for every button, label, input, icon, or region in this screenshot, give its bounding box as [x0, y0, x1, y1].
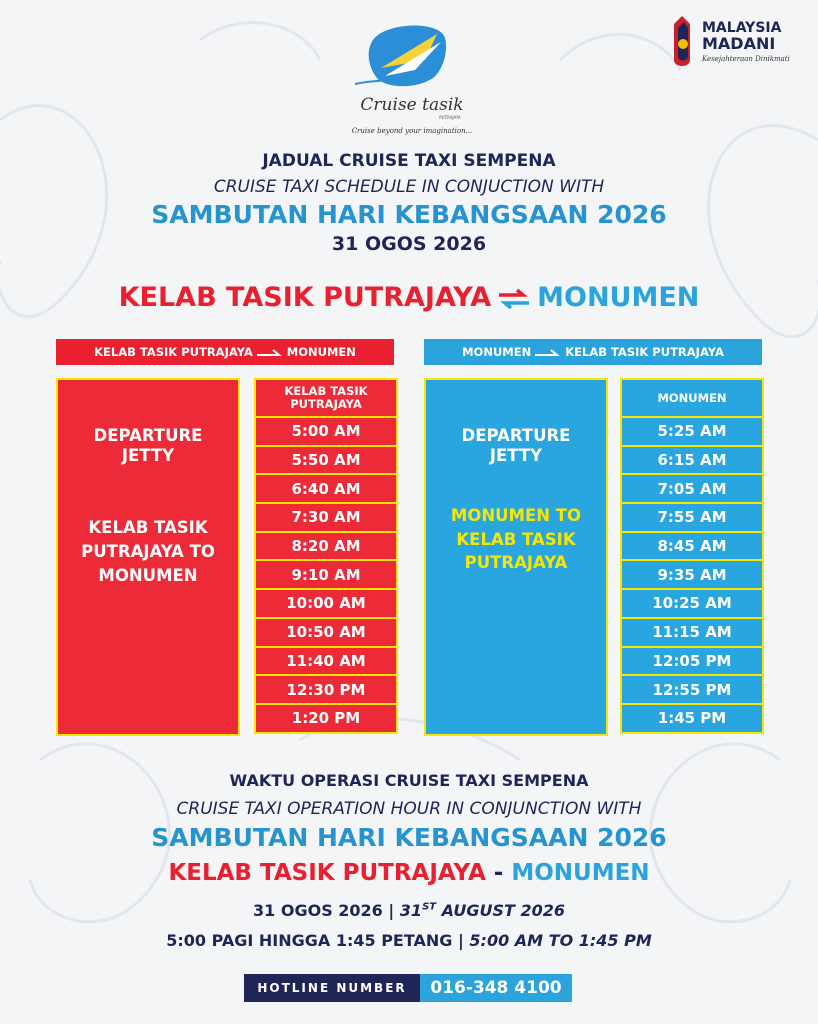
- time-cell: 10:25 AM: [620, 588, 764, 619]
- operation-route-to: MONUMEN: [511, 860, 650, 886]
- madani-line2: MADANI: [702, 34, 776, 53]
- departure-jetty-label: DEPARTURE JETTY: [93, 426, 203, 465]
- time-cell: 1:20 PM: [254, 703, 398, 734]
- time-cell: 12:05 PM: [620, 646, 764, 677]
- departure-jetty-label: DEPARTURE JETTY: [461, 426, 571, 465]
- header-line-2: CRUISE TAXI SCHEDULE IN CONJUCTION WITH: [213, 177, 605, 197]
- time-cell: 9:35 AM: [620, 559, 764, 590]
- direction-tag-right: [424, 339, 762, 365]
- operation-route-sep: -: [485, 860, 512, 886]
- header-line-1: JADUAL CRUISE TAXI SEMPENA: [262, 151, 556, 171]
- time-cell: 5:25 AM: [620, 416, 764, 447]
- time-cell: 6:40 AM: [254, 473, 398, 504]
- time-cell: 12:30 PM: [254, 674, 398, 705]
- tag-left-to: MONUMEN: [286, 345, 356, 359]
- hours-en: 5:00 AM TO 1:45 PM: [469, 931, 652, 950]
- time-cell: 9:10 AM: [254, 559, 398, 590]
- malaysia-madani-logo: [668, 14, 808, 76]
- tag-left-from: KELAB TASIK PUTRAJAYA: [94, 345, 253, 359]
- cruise-logo-tagline: Cruise beyond your imagination...: [351, 127, 473, 135]
- operation-title-en: CRUISE TAXI OPERATION HOUR IN CONJUNCTION WITH: [176, 799, 642, 819]
- date-ms: 31 OGOS 2026 |: [253, 901, 400, 920]
- cruise-logo-name: Cruise tasik: [360, 95, 464, 115]
- arrow-right-icon: [257, 349, 283, 357]
- time-cell: 6:15 AM: [620, 445, 764, 476]
- hotline-number[interactable]: 016-348 4100: [420, 974, 572, 1002]
- schedule-column-right: [620, 378, 764, 734]
- column-header: KELAB TASIK PUTRAJAYA: [254, 378, 398, 418]
- direction-tag-left: [56, 339, 394, 365]
- time-cell: 10:50 AM: [254, 617, 398, 648]
- time-cell: 5:00 AM: [254, 416, 398, 447]
- route-title: [0, 282, 818, 313]
- header-line-3: SAMBUTAN HARI KEBANGSAAN 2026: [151, 200, 667, 229]
- header-date: 31 OGOS 2026: [331, 233, 487, 255]
- tag-right-to: KELAB TASIK PUTRAJAYA: [565, 345, 724, 359]
- route-description: MONUMEN TO KELAB TASIK PUTRAJAYA: [450, 506, 582, 572]
- time-cell: 7:55 AM: [620, 502, 764, 533]
- time-cell: 10:00 AM: [254, 588, 398, 619]
- hours-ms: 5:00 PAGI HINGGA 1:45 PETANG |: [166, 931, 470, 950]
- date-en: 31ST AUGUST 2026: [399, 901, 565, 920]
- swap-arrows-icon: [497, 288, 531, 310]
- route-to: MONUMEN: [537, 282, 700, 313]
- departure-box-left: [56, 378, 240, 736]
- operation-route: [0, 860, 818, 886]
- arrow-right-icon: [535, 349, 561, 357]
- operation-event: SAMBUTAN HARI KEBANGSAAN 2026: [151, 823, 667, 852]
- route-description: KELAB TASIK PUTRAJAYA TO MONUMEN: [81, 518, 215, 585]
- time-cell: 5:50 AM: [254, 445, 398, 476]
- time-cell: 12:55 PM: [620, 674, 764, 705]
- time-cell: 11:15 AM: [620, 617, 764, 648]
- route-from: KELAB TASIK PUTRAJAYA: [118, 282, 492, 313]
- hotline-label: HOTLINE NUMBER: [244, 974, 420, 1002]
- column-header: MONUMEN: [620, 378, 764, 418]
- cruise-logo-sub: PUTRAJAYA: [439, 115, 461, 120]
- departure-box-right: [424, 378, 608, 736]
- schedule-column-left: [254, 378, 398, 734]
- time-cell: 7:30 AM: [254, 502, 398, 533]
- hotline-bar: [244, 974, 572, 1002]
- operation-date: [0, 901, 818, 920]
- tag-right-from: MONUMEN: [462, 345, 532, 359]
- time-cell: 8:45 AM: [620, 531, 764, 562]
- operation-route-from: KELAB TASIK PUTRAJAYA: [168, 860, 486, 886]
- operation-title-ms: WAKTU OPERASI CRUISE TAXI SEMPENA: [229, 771, 589, 790]
- madani-tagline: Kesejahteraan Dinikmati: [702, 55, 790, 63]
- cruise-tasik-logo: [345, 20, 480, 140]
- time-cell: 1:45 PM: [620, 703, 764, 734]
- operation-hours: [0, 931, 818, 950]
- madani-line1: MALAYSIA: [702, 20, 782, 36]
- time-cell: 11:40 AM: [254, 646, 398, 677]
- time-cell: 7:05 AM: [620, 473, 764, 504]
- time-cell: 8:20 AM: [254, 531, 398, 562]
